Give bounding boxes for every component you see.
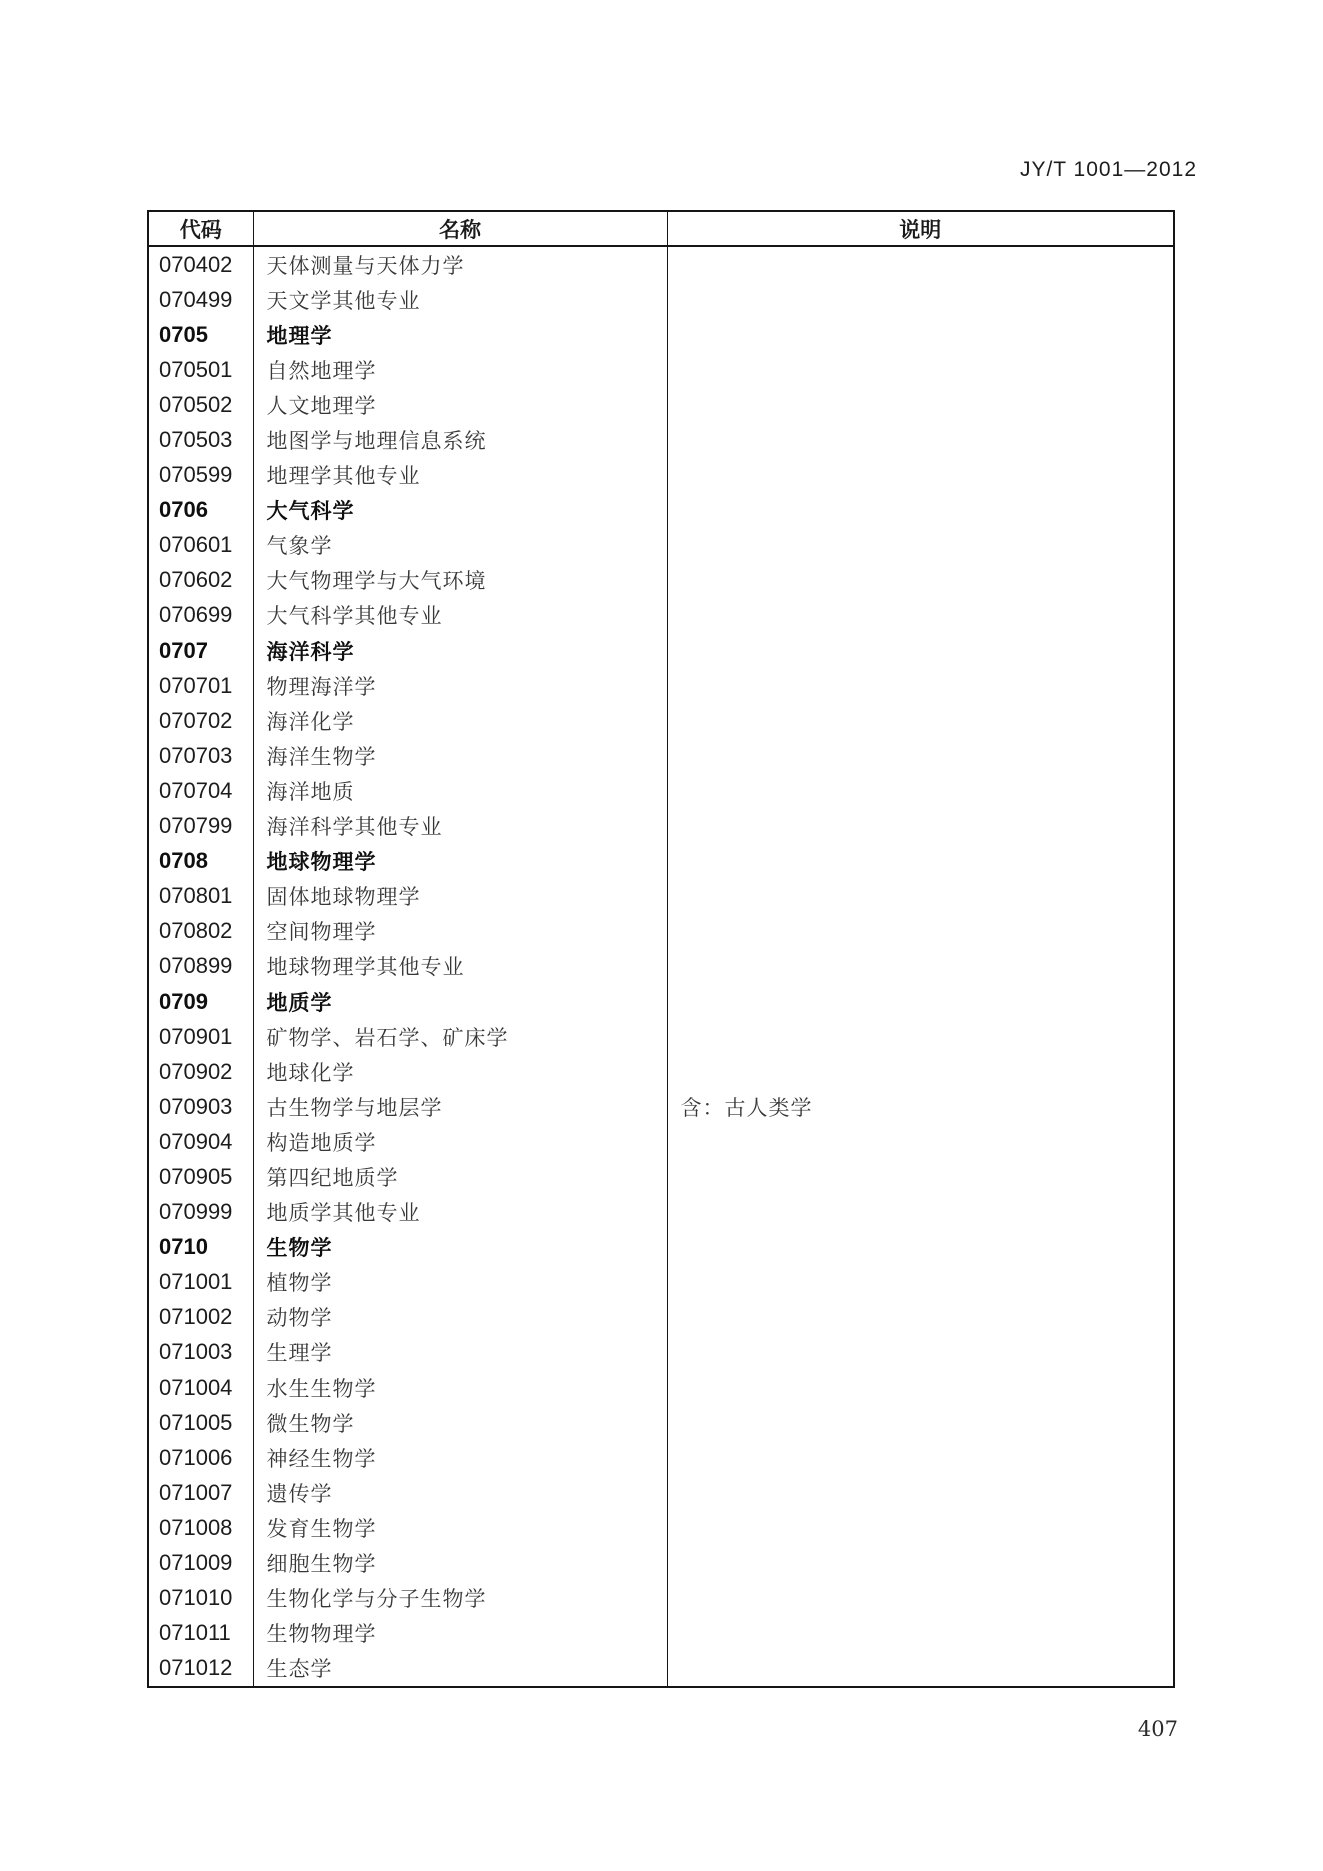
cell-name: 地球物理学其他专业 [253, 949, 667, 984]
table-row [148, 1616, 1174, 1651]
cell-name: 地球物理学 [253, 844, 667, 879]
cell-name: 天体测量与天体力学 [253, 246, 667, 282]
cell-note [667, 422, 1174, 457]
cell-note [667, 1616, 1174, 1651]
cell-code: 070899 [159, 953, 233, 979]
cell-code: 070903 [159, 1093, 233, 1119]
table-row [148, 1054, 1174, 1089]
cell-code: 0708 [159, 848, 208, 874]
cell-code: 0710 [159, 1234, 208, 1260]
cell-code: 070599 [159, 462, 233, 488]
cell-code: 071010 [159, 1585, 233, 1611]
table-row [148, 914, 1174, 949]
cell-note [667, 1124, 1174, 1159]
cell-note [667, 949, 1174, 984]
cell-code: 0705 [159, 321, 208, 347]
cell-note [667, 879, 1174, 914]
cell-code: 070602 [159, 567, 233, 593]
cell-note [667, 246, 1174, 282]
cell-name: 空间物理学 [253, 914, 667, 949]
cell-code: 071009 [159, 1550, 233, 1576]
table-row [148, 1405, 1174, 1440]
cell-name: 构造地质学 [253, 1124, 667, 1159]
cell-note [667, 914, 1174, 949]
table-row [148, 422, 1174, 457]
cell-code: 070801 [159, 883, 233, 909]
cell-note [667, 352, 1174, 387]
table-row [148, 458, 1174, 493]
cell-note [667, 703, 1174, 738]
table-row [148, 1159, 1174, 1194]
cell-code: 070901 [159, 1023, 233, 1049]
cell-name: 物理海洋学 [253, 668, 667, 703]
table-row [148, 387, 1174, 422]
cell-code: 070699 [159, 602, 233, 628]
cell-note [667, 1195, 1174, 1230]
cell-name: 人文地理学 [253, 387, 667, 422]
cell-name: 气象学 [253, 528, 667, 563]
cell-note [667, 1019, 1174, 1054]
cell-name: 海洋生物学 [253, 738, 667, 773]
table-row [148, 773, 1174, 808]
cell-name: 微生物学 [253, 1405, 667, 1440]
cell-name: 固体地球物理学 [253, 879, 667, 914]
table-row [148, 493, 1174, 528]
cell-code: 070501 [159, 356, 233, 382]
table-row [148, 1581, 1174, 1616]
standard-number: JY/T 1001—2012 [1019, 158, 1197, 181]
cell-code: 070799 [159, 813, 233, 839]
cell-name: 天文学其他专业 [253, 282, 667, 317]
cell-note [667, 1159, 1174, 1194]
discipline-code-table [147, 210, 1175, 1688]
cell-note [667, 668, 1174, 703]
table-row [148, 1300, 1174, 1335]
table-row [148, 282, 1174, 317]
cell-code: 071005 [159, 1409, 233, 1435]
cell-note [667, 1510, 1174, 1545]
cell-note [667, 1265, 1174, 1300]
cell-code: 070601 [159, 532, 233, 558]
cell-code: 071003 [159, 1339, 233, 1365]
table-row [148, 1370, 1174, 1405]
cell-name: 发育生物学 [253, 1510, 667, 1545]
cell-note [667, 1440, 1174, 1475]
table-row [148, 984, 1174, 1019]
cell-note [667, 1230, 1174, 1265]
table-row [148, 246, 1174, 282]
cell-note [667, 773, 1174, 808]
table-row [148, 633, 1174, 668]
table-row [148, 668, 1174, 703]
cell-code: 070904 [159, 1128, 233, 1154]
cell-note [667, 844, 1174, 879]
cell-name: 海洋科学 [253, 633, 667, 668]
cell-name: 古生物学与地层学 [253, 1089, 667, 1124]
cell-name: 矿物学、岩石学、矿床学 [253, 1019, 667, 1054]
cell-note [667, 984, 1174, 1019]
cell-code: 070905 [159, 1163, 233, 1189]
cell-code: 071012 [159, 1655, 233, 1681]
table-row [148, 1019, 1174, 1054]
cell-name: 大气科学其他专业 [253, 598, 667, 633]
table-row [148, 949, 1174, 984]
cell-name: 地质学其他专业 [253, 1195, 667, 1230]
cell-name: 植物学 [253, 1265, 667, 1300]
cell-code: 070802 [159, 918, 233, 944]
table-row [148, 879, 1174, 914]
cell-code: 0706 [159, 497, 208, 523]
cell-code: 0709 [159, 988, 208, 1014]
cell-name: 生物物理学 [253, 1616, 667, 1651]
table-row [148, 352, 1174, 387]
table-row [148, 738, 1174, 773]
cell-name: 地球化学 [253, 1054, 667, 1089]
cell-note [667, 458, 1174, 493]
table-row [148, 317, 1174, 352]
cell-note [667, 738, 1174, 773]
cell-name: 第四纪地质学 [253, 1159, 667, 1194]
cell-code: 070902 [159, 1058, 233, 1084]
table-row [148, 563, 1174, 598]
cell-note [667, 282, 1174, 317]
cell-code: 071011 [159, 1620, 231, 1646]
cell-code: 070702 [159, 707, 233, 733]
cell-name: 神经生物学 [253, 1440, 667, 1475]
cell-note [667, 493, 1174, 528]
cell-code: 070502 [159, 391, 233, 417]
cell-note [667, 528, 1174, 563]
cell-name: 水生生物学 [253, 1370, 667, 1405]
cell-code: 070704 [159, 777, 233, 803]
cell-code: 0707 [159, 637, 208, 663]
cell-code: 070703 [159, 742, 233, 768]
table-row [148, 1651, 1174, 1687]
table-row [148, 1230, 1174, 1265]
cell-name: 遗传学 [253, 1475, 667, 1510]
cell-name: 海洋地质 [253, 773, 667, 808]
cell-note [667, 633, 1174, 668]
cell-code: 070499 [159, 286, 233, 312]
cell-note [667, 1370, 1174, 1405]
table-row [148, 1545, 1174, 1580]
page-number: 407 [1137, 1717, 1178, 1741]
table-row [148, 703, 1174, 738]
cell-note [667, 1300, 1174, 1335]
table-row [148, 809, 1174, 844]
cell-name: 地图学与地理信息系统 [253, 422, 667, 457]
cell-code: 071007 [159, 1479, 233, 1505]
cell-note [667, 1475, 1174, 1510]
cell-note [667, 563, 1174, 598]
cell-code: 071006 [159, 1444, 233, 1470]
table-row [148, 844, 1174, 879]
table-header [148, 211, 1174, 246]
cell-name: 自然地理学 [253, 352, 667, 387]
cell-note [667, 1335, 1174, 1370]
table-row [148, 1440, 1174, 1475]
table-row [148, 1265, 1174, 1300]
table-row [148, 528, 1174, 563]
cell-code: 070402 [159, 251, 233, 277]
cell-name: 大气科学 [253, 493, 667, 528]
cell-note [667, 1054, 1174, 1089]
cell-name: 地理学其他专业 [253, 458, 667, 493]
cell-note [667, 598, 1174, 633]
column-header-name: 名称 [253, 211, 667, 246]
cell-name: 海洋化学 [253, 703, 667, 738]
table-row [148, 1089, 1174, 1124]
table-row [148, 1124, 1174, 1159]
cell-note [667, 1405, 1174, 1440]
cell-name: 生态学 [253, 1651, 667, 1687]
cell-note [667, 1581, 1174, 1616]
table-row [148, 598, 1174, 633]
cell-name: 动物学 [253, 1300, 667, 1335]
cell-note [667, 1651, 1174, 1687]
cell-name: 地质学 [253, 984, 667, 1019]
cell-code: 070701 [159, 672, 233, 698]
cell-name: 生理学 [253, 1335, 667, 1370]
cell-name: 地理学 [253, 317, 667, 352]
table-body [148, 246, 1174, 1687]
cell-code: 071004 [159, 1374, 233, 1400]
column-header-code: 代码 [148, 211, 253, 246]
cell-note: 含：古人类学 [667, 1089, 1174, 1124]
cell-note [667, 387, 1174, 422]
cell-name: 大气物理学与大气环境 [253, 563, 667, 598]
table-row [148, 1475, 1174, 1510]
cell-code: 071008 [159, 1514, 233, 1540]
cell-name: 海洋科学其他专业 [253, 809, 667, 844]
table-row [148, 1195, 1174, 1230]
table-header-row [148, 211, 1174, 246]
cell-name: 细胞生物学 [253, 1545, 667, 1580]
cell-code: 071001 [159, 1269, 233, 1295]
cell-code: 070503 [159, 427, 233, 453]
cell-code: 071002 [159, 1304, 233, 1330]
cell-note [667, 317, 1174, 352]
cell-code: 070999 [159, 1199, 233, 1225]
column-header-note: 说明 [667, 211, 1174, 246]
table-row [148, 1510, 1174, 1545]
table-row [148, 1335, 1174, 1370]
cell-note [667, 1545, 1174, 1580]
cell-note [667, 809, 1174, 844]
cell-name: 生物学 [253, 1230, 667, 1265]
cell-name: 生物化学与分子生物学 [253, 1581, 667, 1616]
